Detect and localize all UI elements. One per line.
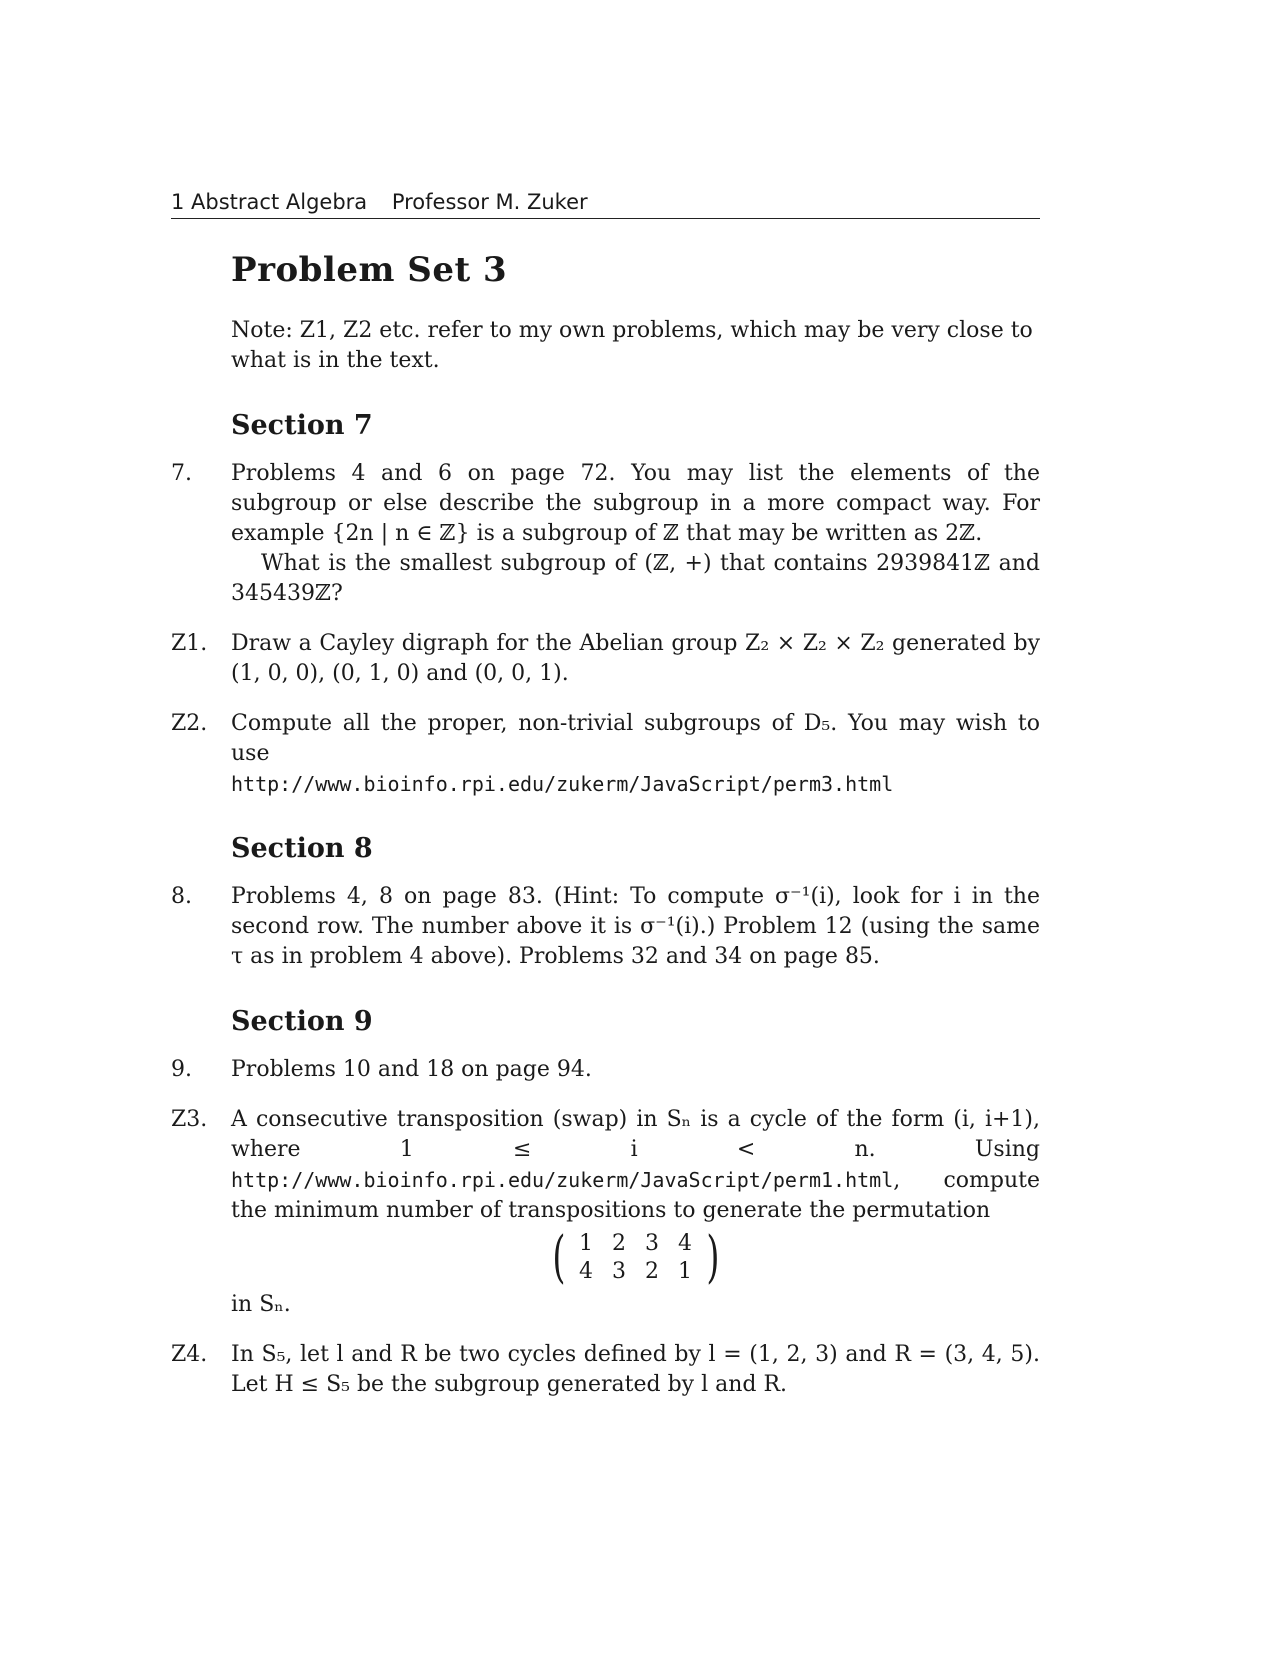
header-professor: Professor M. Zuker xyxy=(391,190,588,214)
perm3-link[interactable]: http://www.bioinfo.rpi.edu/zukerm/JavaScript/perm3.html xyxy=(231,772,894,796)
problem-text: In S₅, let l and R be two cycles defined by l = (1, 2, 3) and R = (3, 4, 5). Let H ≤ S₅ be the subgroup generated by l and R. xyxy=(231,1342,1040,1397)
problem-label: Z3. xyxy=(171,1107,208,1132)
matrix-cell: 2 xyxy=(645,1259,659,1284)
perm1-link[interactable]: http://www.bioinfo.rpi.edu/zukerm/JavaScript/perm1.html xyxy=(231,1168,894,1192)
page-title: Problem Set 3 xyxy=(231,250,508,290)
problem-9 xyxy=(171,1055,1040,1085)
problem-8 xyxy=(171,882,1040,972)
problem-text: Draw a Cayley digraph for the Abelian group Z₂ × Z₂ × Z₂ generated by (1, 0, 0), (0, 1, 0) and (0, 0, 1). xyxy=(231,631,1040,686)
matrix-cell: 2 xyxy=(612,1231,626,1256)
problem-label: 9. xyxy=(171,1057,192,1082)
problem-text: Compute all the proper, non-trivial subgroups of D₅. You may wish to use xyxy=(231,711,1040,766)
matrix-grid xyxy=(570,1230,702,1286)
problem-label: Z2. xyxy=(171,711,208,736)
section-7-heading: Section 7 xyxy=(231,410,373,441)
matrix-cell: 4 xyxy=(579,1259,593,1284)
problem-text: in Sₙ. xyxy=(231,1292,291,1317)
problem-label: Z1. xyxy=(171,631,208,656)
permutation-matrix xyxy=(231,1225,1040,1290)
problem-z2 xyxy=(171,709,1040,799)
problem-label: 7. xyxy=(171,461,192,486)
matrix-cell: 3 xyxy=(645,1231,659,1256)
right-paren: ) xyxy=(705,1225,719,1290)
header-course: 1 Abstract Algebra xyxy=(171,190,368,214)
matrix-cell: 1 xyxy=(579,1231,593,1256)
problem-text: Problems 4, 8 on page 83. (Hint: To compute σ⁻¹(i), look for i in the second row. The number above it is σ⁻¹(i).) Problem 12 (using the same τ as in problem 4 above). Problems 32 and 34 on page 85. xyxy=(231,884,1040,969)
matrix-cell: 3 xyxy=(612,1259,626,1284)
problem-label: Z4. xyxy=(171,1342,208,1367)
problem-text: What is the smallest subgroup of (ℤ, +) that contains 2939841ℤ and 345439ℤ? xyxy=(231,551,1040,606)
problem-text-part: A consecutive transposition (swap) in Sₙ is a cycle of the form (i, i+1), where 1 ≤ i < n. Using xyxy=(231,1107,1040,1162)
running-header xyxy=(171,190,1040,219)
problem-label: 8. xyxy=(171,884,192,909)
matrix-cell: 4 xyxy=(678,1231,692,1256)
intro-note: Note: Z1, Z2 etc. refer to my own problems, which may be very close to what is in the text. xyxy=(231,318,1033,373)
problem-z3 xyxy=(171,1105,1040,1320)
problem-7 xyxy=(171,459,1040,609)
problem-text-part: , compute the minimum number of transpositions to generate the permutation xyxy=(231,1168,1040,1223)
left-paren: ( xyxy=(552,1225,566,1290)
problem-z1 xyxy=(171,629,1040,689)
problem-text: Problems 4 and 6 on page 72. You may list the elements of the subgroup or else describe the subgroup in a more compact way. For example {2n | n ∈ ℤ} is a subgroup of ℤ that may be written as 2ℤ. xyxy=(231,461,1040,546)
section-8-heading: Section 8 xyxy=(231,833,373,864)
problem-text: Problems 10 and 18 on page 94. xyxy=(231,1057,592,1082)
document-body xyxy=(171,250,1040,1420)
problem-z4 xyxy=(171,1340,1040,1400)
section-9-heading: Section 9 xyxy=(231,1006,373,1037)
matrix-cell: 1 xyxy=(678,1259,692,1284)
problem-text xyxy=(231,1105,1040,1226)
